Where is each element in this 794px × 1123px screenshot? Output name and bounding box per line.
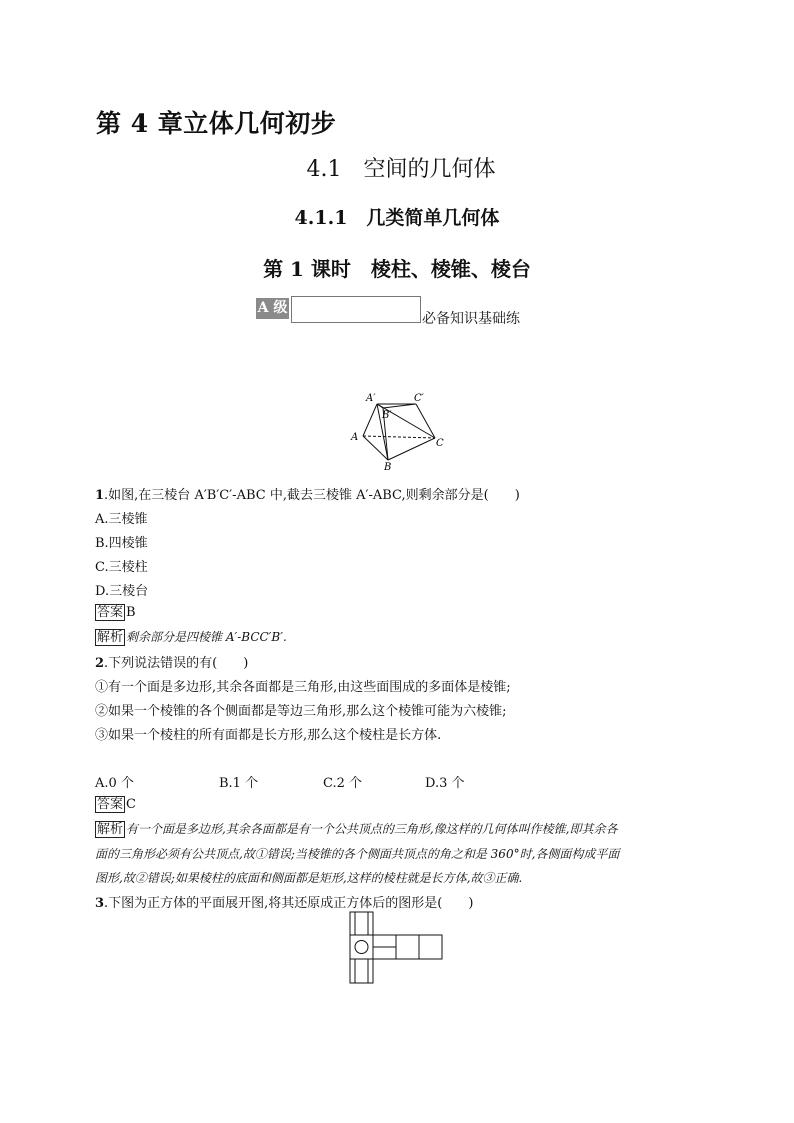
q2-option-d: D.3 个: [425, 776, 465, 791]
edge-B1C1: [383, 404, 416, 408]
q2-analysis-line-1: 解析 有一个面是多边形,其余各面都是有一个公共顶点的三角形,像这样的几何体叫作棱锥,即其余各: [97, 822, 618, 837]
label-B1: B′: [382, 410, 392, 421]
level-box: [291, 296, 421, 323]
cube-net-figure: [348, 911, 446, 985]
q1-option-c: C.三棱柱: [95, 560, 148, 575]
label-A1: A′: [366, 393, 376, 404]
q2-options: [95, 772, 515, 790]
q1-option-a: A.三棱锥: [95, 512, 148, 527]
q2-option-a: A.0 个: [95, 776, 134, 791]
q2-statement-2: ②如果一个棱锥的各个侧面都是等边三角形,那么这个棱锥可能为六棱锥;: [95, 704, 507, 719]
q2-statement-1: ①有一个面是多边形,其余各面都是三角形,由这些面围成的多面体是棱锥;: [95, 680, 511, 695]
section-title: 4.1 空间的几何体: [306, 157, 496, 182]
q2-analysis-line-2: 面的三角形必须有公共顶点,故①错误;当棱锥的各个侧面共顶点的角之和是 360°时,各侧面构成平面: [95, 847, 620, 861]
q2-statement-3: ③如果一个棱柱的所有面都是长方形,那么这个棱柱是长方体.: [95, 728, 442, 743]
q1-stem: 1.如图,在三棱台 A′B′C′-ABC 中,截去三棱锥 A′-ABC,则剩余部分是( ): [95, 488, 520, 503]
q2-stem: 2.下列说法错误的有( ): [95, 656, 249, 671]
edge-AA1: [363, 404, 377, 436]
q3-stem: 3.下图为正方体的平面展开图,将其还原成正方体后的图形是( ): [95, 896, 474, 911]
label-A: A: [351, 432, 359, 443]
net-circle-mark: [355, 941, 368, 954]
net-face-bottom: [350, 959, 373, 983]
answer-tag: 答案: [97, 797, 124, 812]
level-label: 必备知识基础练: [422, 311, 520, 327]
net-face-top: [350, 912, 373, 935]
edge-BC: [388, 438, 435, 460]
q1-analysis: 解析 剩余部分是四棱锥 A′-BCC′B′.: [97, 630, 287, 645]
subsection-title: 4.1.1 几类简单几何体: [294, 207, 500, 229]
q1-answer: 答案 B: [97, 605, 136, 620]
frustum-figure: [340, 388, 450, 472]
q2-analysis-line-3: 图形,故②错误;如果棱柱的底面和侧面都是矩形,这样的棱柱就是长方体,故③正确.: [95, 871, 523, 885]
q2-answer: 答案 C: [97, 797, 136, 812]
chapter-title: 第 4 章立体几何初步: [96, 109, 337, 138]
q1-option-d: D.三棱台: [95, 584, 149, 599]
edge-AC-hidden: [363, 436, 435, 438]
q1-option-b: B.四棱锥: [95, 536, 148, 551]
analysis-tag: 解析: [97, 822, 124, 837]
answer-tag: 答案: [97, 605, 124, 620]
net-face-middle: [350, 935, 373, 959]
label-B: B: [384, 462, 392, 472]
net-face-right-2: [396, 935, 419, 959]
label-C: C: [436, 438, 444, 449]
level-badge: A 级: [256, 298, 289, 319]
q2-option-c: C.2 个: [323, 776, 363, 791]
analysis-tag: 解析: [97, 630, 124, 645]
q2-option-b: B.1 个: [219, 776, 259, 791]
net-face-right-3: [419, 935, 442, 959]
label-C1: C′: [414, 393, 424, 404]
lesson-title: 第 1 课时 棱柱、棱锥、棱台: [263, 257, 531, 281]
